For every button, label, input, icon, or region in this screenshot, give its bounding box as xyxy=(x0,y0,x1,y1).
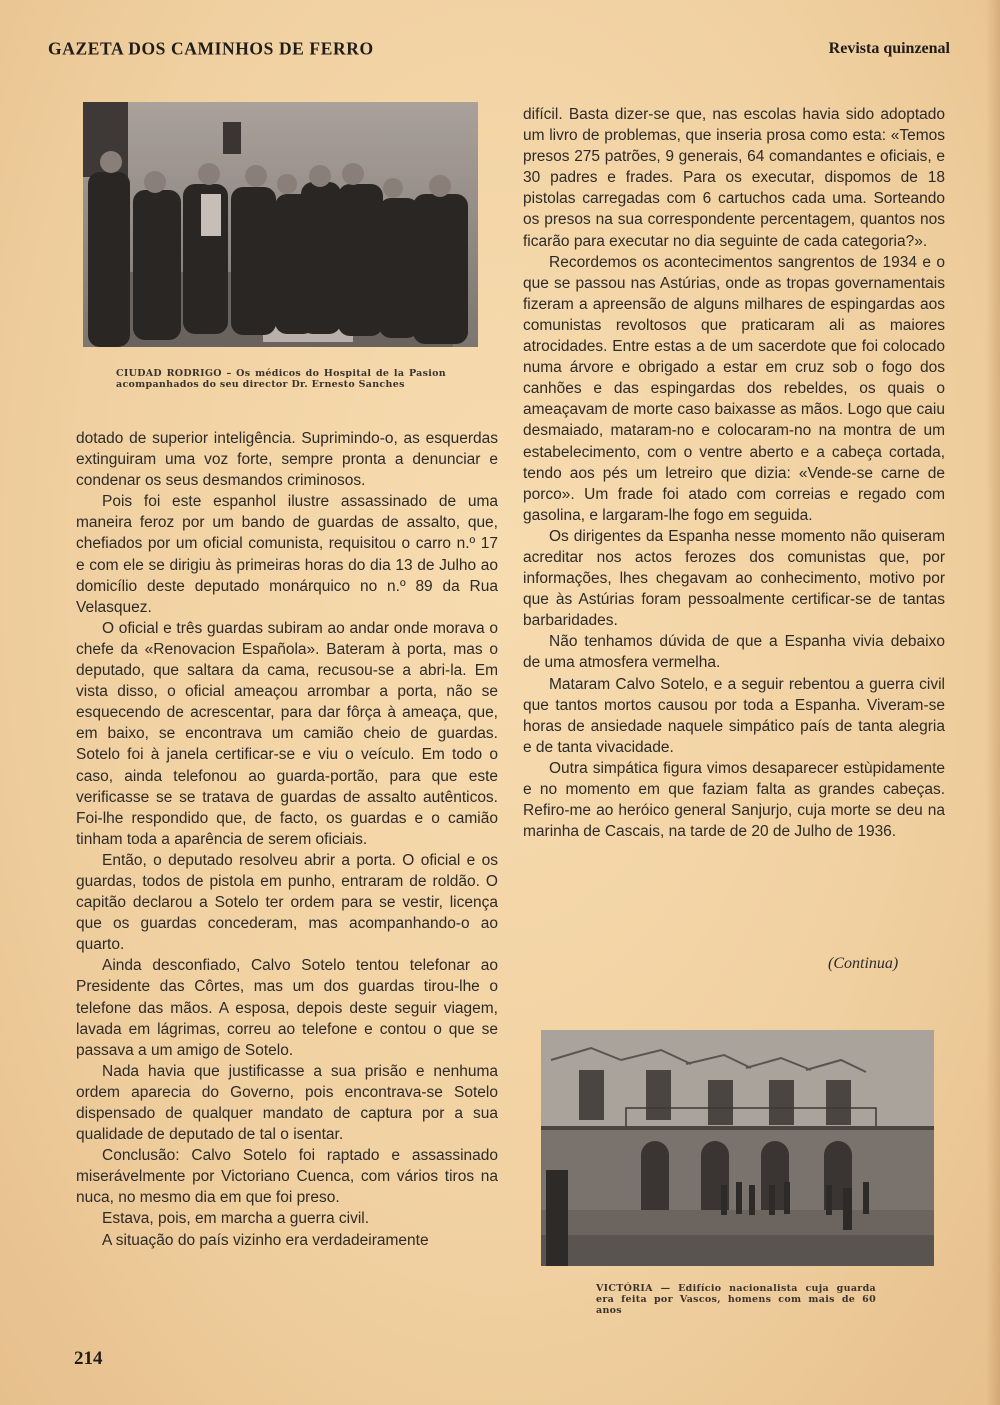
continuation-note: (Continua) xyxy=(828,955,899,972)
paragraph: Estava, pois, em marcha a guerra civil. xyxy=(102,1210,370,1228)
paragraph: Os dirigentes da Espanha nesse momento não quiseram acreditar nos actos ferozes dos comunistas que, por informações, lhes chegavam ao conhecimento, motivo por que às Astúrias foram pessoalmente certificar-se de tantas barbaridades. xyxy=(523,527,945,630)
paragraph: difícil. Basta dizer-se que, nas escolas havia sido adoptado um livro de problemas, que inseria prosa como esta: «Temos presos 275 patrões, 9 generais, 64 comandantes e oficiais, e 30 padres e frades. Para os executar, dispomos de 18 pistolas carregadas com 6 cartuchos cada uma. Sorteando os presos na sua correspondente percentagem, quantos nos ficarão para executar no dia seguinte de cada categoria?». xyxy=(523,106,945,250)
publication-subtitle: Revista quinzenal xyxy=(828,40,950,57)
group-photo xyxy=(83,102,478,347)
building-photo-image xyxy=(541,1030,934,1266)
caption-lead: VICTÓRIA xyxy=(596,1283,653,1294)
paragraph: A situação do país vizinho era verdadeiramente xyxy=(102,1231,429,1249)
paragraph: Pois foi este espanhol ilustre assassinado de uma maneira feroz por um bando de guardas de assalto, que, chefiados por um oficial comunista, requisitou o carro n.º 17 e com ele se dirigiu às primeiras horas do dia 13 de Julho ao domicílio deste deputado monárquico no n.º 89 da Rua Velasquez. xyxy=(76,493,498,616)
paragraph: Não tenhamos dúvida de que a Espanha vivia debaixo de uma atmosfera vermelha. xyxy=(523,633,945,672)
caption-text: — Edifício nacionalista cuja guarda era feita por Vascos, homens com mais de 60 anos xyxy=(596,1283,876,1316)
paragraph: Mataram Calvo Sotelo, e a seguir rebentou a guerra civil que tantos mortos causou por toda a Espanha. Viveram-se horas de ansiedade naquele simpático país de tanta alegria e de tanta vivacidade. xyxy=(523,675,945,756)
publication-title: GAZETA DOS CAMINHOS DE FERRO xyxy=(48,37,374,59)
paragraph: Ainda desconfiado, Calvo Sotelo tentou telefonar ao Presidente das Côrtes, mas um dos guardas tirou-lhe o telefone das mãos. A esposa, depois deste seguir viagem, lavada em lágrimas, correu ao telefone e contou o que se passava a um amigo de Sotelo. xyxy=(76,957,498,1059)
paragraph: Então, o deputado resolveu abrir a porta. O oficial e os guardas, todos de pistola em punho, entraram de roldão. O capitão declarou a Sotelo ter ordem para se vestir, licença que os guardas concederam, mas acompanhando-o ao quarto. xyxy=(76,851,498,954)
paragraph: Conclusão: Calvo Sotelo foi raptado e assassinado miserávelmente por Victoriano Cuenca, com vários tiros na nuca, no mesmo dia em que foi preso. xyxy=(76,1147,498,1207)
caption-text: – Os médicos do Hospital de la Pasion acompanhados do seu director Dr. Ernesto Sanches xyxy=(116,368,446,390)
paragraph: Nada havia que justificasse a sua prisão e nenhuma ordem aparecia do Governo, pois encontrava-se Sotelo dispensado de qualquer mandato de captura por a sua qualidade de deputado de tal o isentar. xyxy=(76,1062,498,1144)
page-number: 214 xyxy=(74,1348,103,1369)
building-photo xyxy=(541,1030,934,1266)
paragraph: O oficial e três guardas subiram ao andar onde morava o chefe da «Renovacion Española». Bateram à porta, mas o deputado, que saltara da cama, recusou-se a abri-la. Em vista disso, o oficial ameaçou arrombar a porta, não se esquecendo de acrescentar, para dar fôrça à ameaça, que, em baixo, se encontrava um camião cheio de guardas. Sotelo foi à janela certificar-se e viu o veículo. Em todo o caso, ainda telefonou ao guarda-portão, para que este verificasse se se tratava de guardas de assalto autênticos. Foi-lhe respondido que, de facto, os guardas e o camião tinham toda a aparência de serem oficiais. xyxy=(76,619,498,848)
photo-caption xyxy=(596,1283,876,1316)
caption-lead: CIUDAD RODRIGO xyxy=(116,368,222,379)
paragraph: Outra simpática figura vimos desaparecer estùpidamente e no momento em que faziam falta as grandes cabeças. Refiro-me ao heróico general Sanjurjo, cuja morte se deu na marinha de Cascais, na tarde de 20 de Julho de 1936. xyxy=(523,759,945,841)
article-right-column xyxy=(523,104,945,842)
group-photo-image xyxy=(83,102,478,347)
paragraph: dotado de superior inteligência. Suprimindo-o, as esquerdas extinguiram uma voz forte, sempre pronta a denunciar e condenar os seus desmandos criminosos. xyxy=(76,430,498,490)
photo-caption xyxy=(116,368,446,390)
article-left-column xyxy=(76,428,498,1251)
page-edge-shadow xyxy=(986,0,1000,1405)
paragraph: Recordemos os acontecimentos sangrentos de 1934 e o que se passou nas Astúrias, onde as tropas governamentais fizeram a apreensão de alguns milhares de espingardas aos comunistas revoltosos que praticaram ali as maiores atrocidades. Entre estas a de um sacerdote que foi colocado numa árvore e obrigado a estar em cruz sob o fogo dos canhões e das espingardas dos rebeldes, os quais o ameaçavam de morte caso baixasse as mãos. Logo que caiu desmaiado, mataram-no e colocaram-no na montra de um estabelecimento, com o ventre aberto e a cabeça cortada, tendo aos pés um letreiro que dizia: «Vende-se carne de porco». Um frade foi atado com correias e regado com gasolina, e largaram-lhe fogo em seguida. xyxy=(523,253,945,524)
